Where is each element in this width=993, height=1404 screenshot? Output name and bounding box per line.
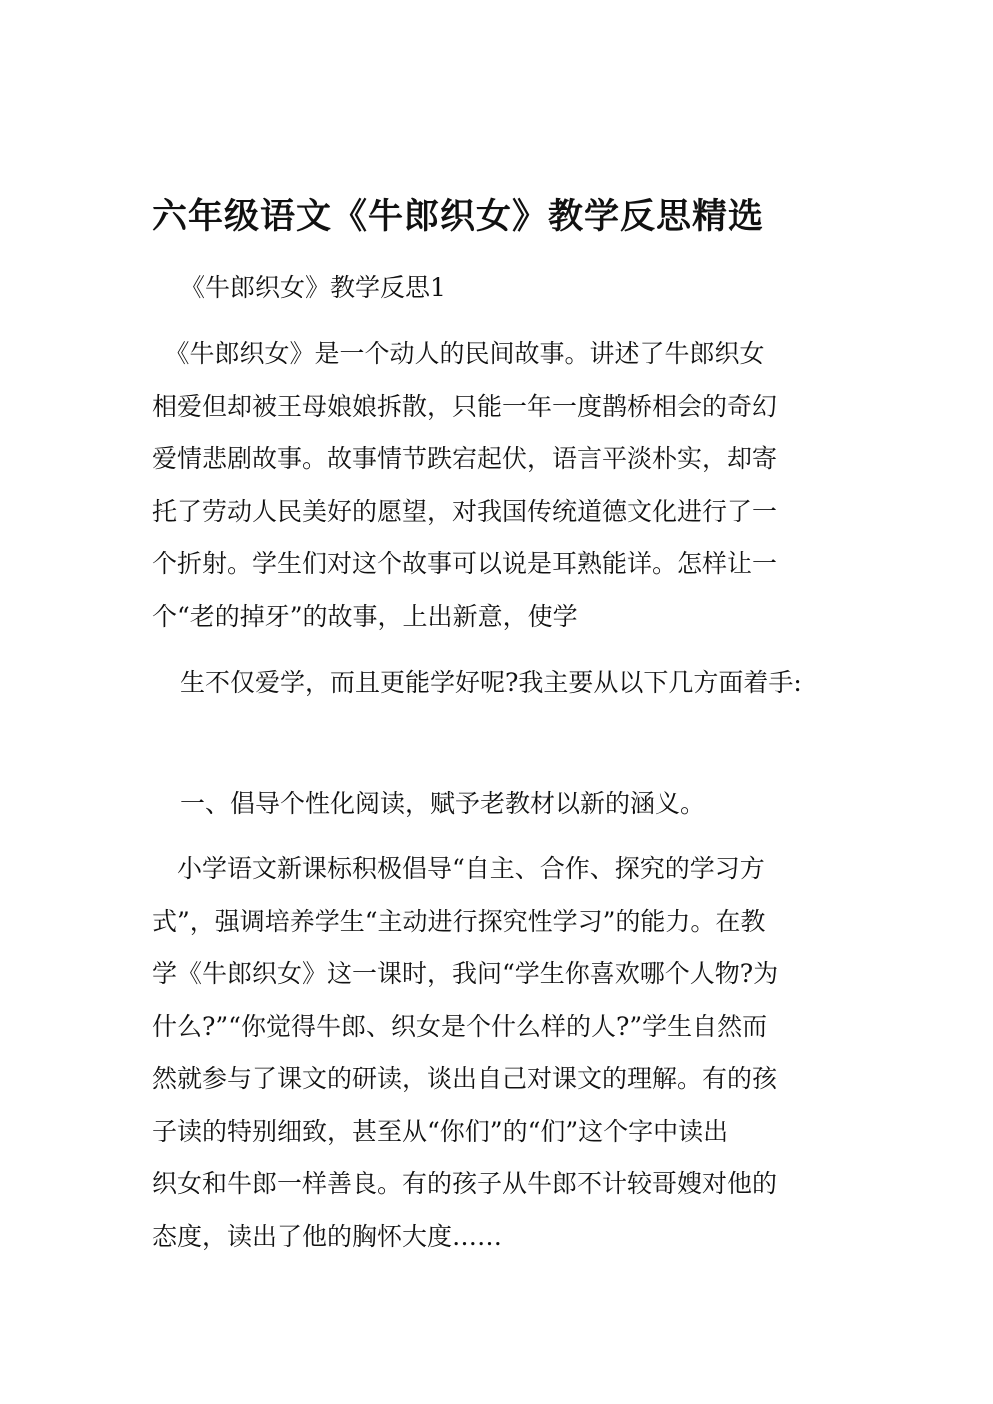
paragraph-line: 个“老的掉牙”的故事，上出新意，使学 xyxy=(152,601,578,631)
paragraph-intro xyxy=(152,328,832,643)
paragraph-section-1 xyxy=(152,843,832,1263)
paragraph-line: 子读的特别细致，甚至从“你们”的“们”这个字中读出 xyxy=(152,1116,729,1146)
paragraph-continuation xyxy=(180,657,860,710)
paragraph-line: 爱情悲剧故事。故事情节跌宕起伏，语言平淡朴实，却寄 xyxy=(152,444,778,473)
paragraph-line: 小学语文新课标积极倡导“自主、合作、探究的学习方 xyxy=(152,854,765,883)
section-subtitle: 《牛郎织女》教学反思1 xyxy=(180,273,446,302)
paragraph-line: 《牛郎织女》是一个动人的民间故事。讲述了牛郎织女 xyxy=(152,339,765,368)
paragraph-line: 然就参与了课文的研读，谈出自己对课文的理解。有的孩 xyxy=(152,1064,778,1093)
paragraph-line: 什么?”“你觉得牛郎、织女是个什么样的人?”学生自然而 xyxy=(152,1011,768,1041)
paragraph-line: 生不仅爱学，而且更能学好呢?我主要从以下几方面着手: xyxy=(180,668,802,697)
paragraph-line: 式”，强调培养学生“主动进行探究性学习”的能力。在教 xyxy=(152,906,766,936)
paragraph-line: 相爱但却被王母娘娘拆散，只能一年一度鹊桥相会的奇幻 xyxy=(152,391,778,421)
paragraph-line: 织女和牛郎一样善良。有的孩子从牛郎不计较哥嫂对他的 xyxy=(152,1169,778,1198)
paragraph-line: 态度，读出了他的胸怀大度…… xyxy=(152,1221,503,1251)
paragraph-line: 学《牛郎织女》这一课时，我问“学生你喜欢哪个人物?为 xyxy=(152,959,779,988)
paragraph-line: 个折射。学生们对这个故事可以说是耳熟能详。怎样让一 xyxy=(152,549,778,578)
paragraph-line: 托了劳动人民美好的愿望，对我国传统道德文化进行了一 xyxy=(152,496,778,526)
section-heading-1: 一、倡导个性化阅读，赋予老教材以新的涵义。 xyxy=(180,789,706,818)
document-title: 六年级语文《牛郎织女》教学反思精选 xyxy=(152,196,765,237)
